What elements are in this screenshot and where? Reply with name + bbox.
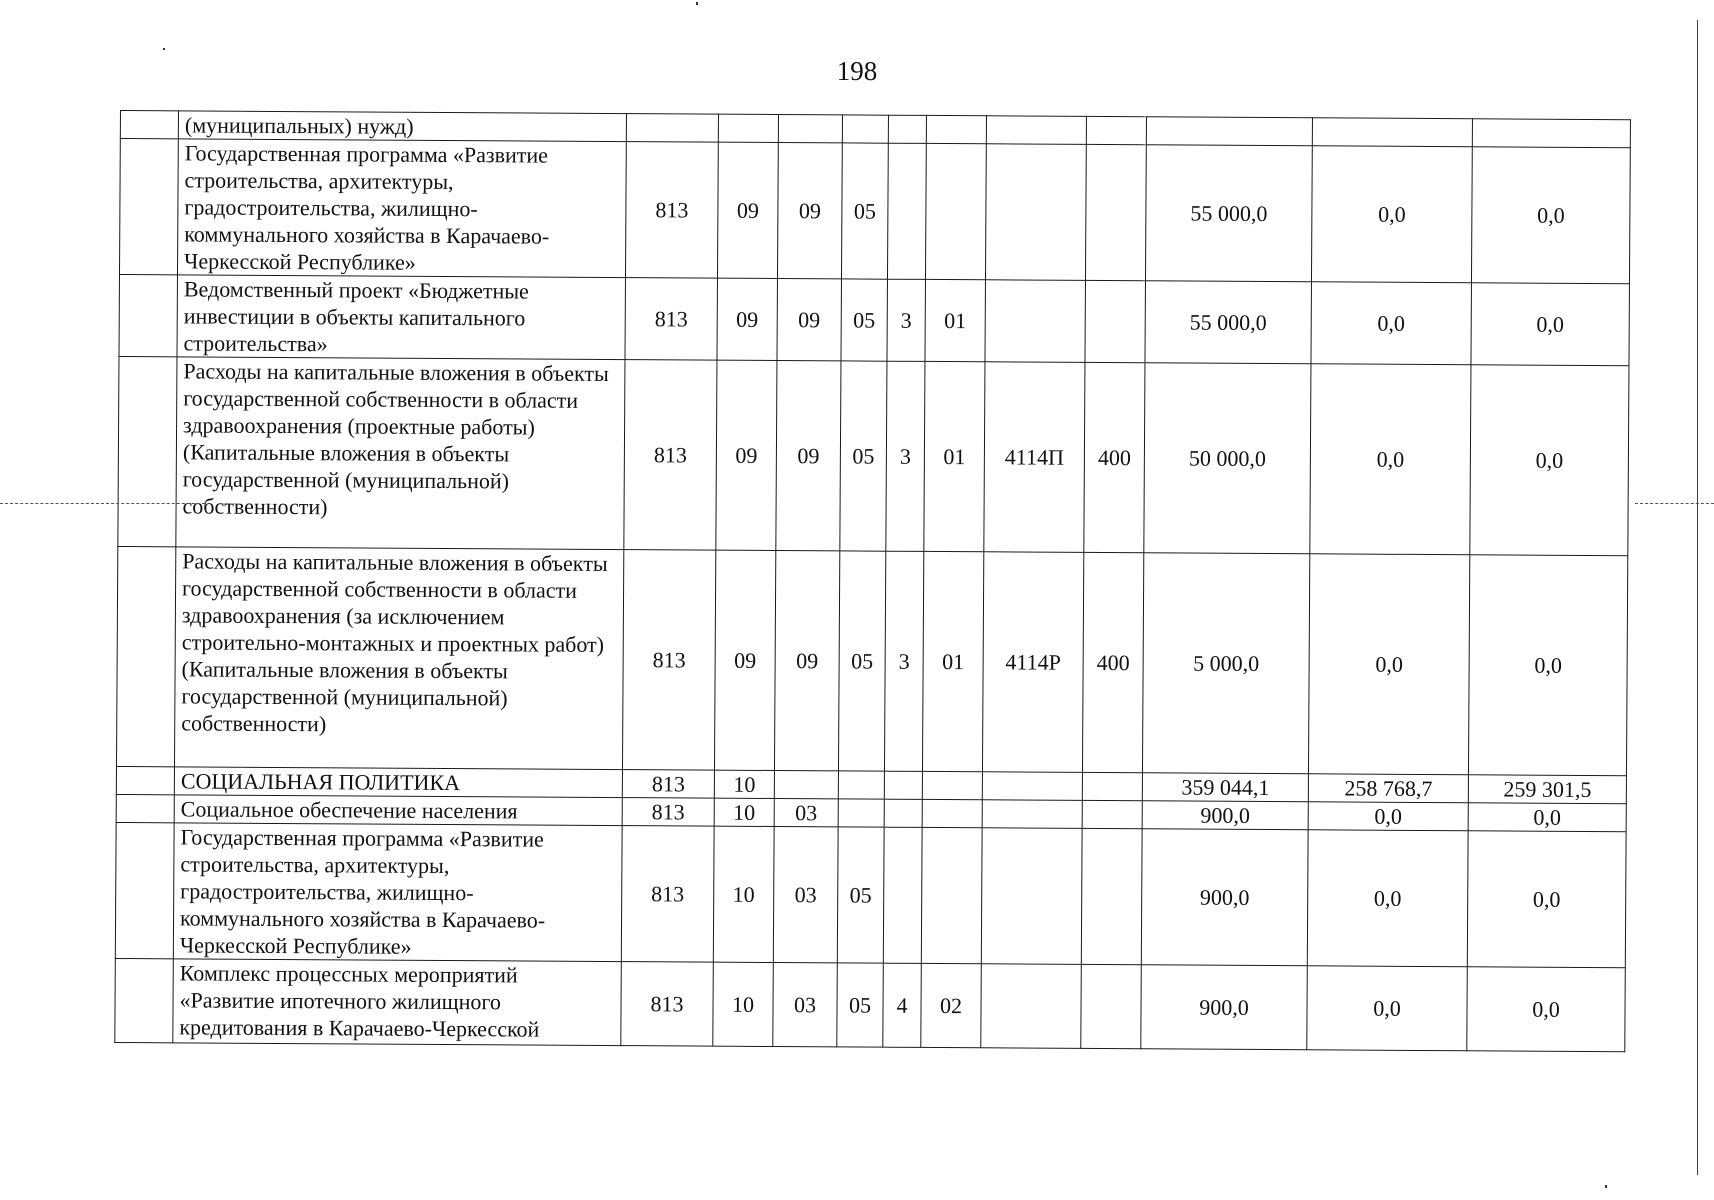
- col-gr: 813: [625, 142, 718, 279]
- col-vr: [1085, 280, 1145, 362]
- col-p2: 3: [884, 551, 923, 771]
- table-row: [118, 356, 1629, 555]
- col-sum-1: 50 000,0: [1144, 363, 1311, 554]
- row-name: Государственная программа «Развитие строительства, архитектуры, градостроительства, жилищно-коммунального хозяйства в Карачаево-Черкесской Республике»: [177, 139, 626, 278]
- row-index-cell: [115, 958, 174, 1042]
- col-p3: 01: [922, 551, 983, 771]
- row-name: Ведомственный проект «Бюджетные инвестиции в объекты капитального строительства»: [177, 275, 625, 360]
- col-rz: 09: [717, 142, 778, 278]
- row-index-cell: [116, 546, 175, 766]
- col-rz: 09: [716, 360, 777, 550]
- col-p1: [838, 771, 884, 799]
- row-name: Комплекс процессных мероприятий «Развитие ипотечного жилищного кредитования в Карачаево-Черкесской: [173, 959, 622, 1046]
- col-p4: 4114Р: [982, 552, 1083, 773]
- row-name: Расходы на капитальные вложения в объекты государственной собственности в области здравоохранения (за исключением строительно-монтажных и проектных работ) (Капитальные вложения в объекты государственной (муниципальной) собственности): [174, 547, 623, 770]
- col-sum-1: 55 000,0: [1145, 281, 1311, 364]
- col-gr: 813: [625, 278, 717, 361]
- col-rz: 10: [713, 826, 774, 962]
- col-sum-2: 0,0: [1308, 802, 1468, 831]
- row-name: (муниципальных) нужд): [178, 111, 626, 142]
- col-p1: 05: [841, 279, 888, 361]
- col-rz: 09: [717, 278, 777, 360]
- col-gr: 813: [621, 962, 714, 1047]
- col-rz: [718, 114, 778, 142]
- scan-fold-line-left: [0, 503, 205, 504]
- col-p4: [982, 800, 1082, 829]
- col-gr: 813: [622, 550, 715, 771]
- col-vr: [1085, 144, 1146, 280]
- row-name: Расходы на капитальные вложения в объекты государственной собственности в области здравоохранения (проектные работы) (Капитальные вложения в объекты государственной (муниципальной) собственности): [176, 357, 625, 550]
- col-pr: [774, 771, 838, 799]
- row-index-cell: [120, 111, 178, 139]
- col-sum-3: 0,0: [1471, 147, 1630, 284]
- scan-fold-line-right: [1635, 503, 1714, 504]
- col-sum-3: 0,0: [1467, 831, 1626, 968]
- page-number: 198: [836, 56, 878, 86]
- row-name: СОЦИАЛЬНАЯ ПОЛИТИКА: [174, 767, 622, 798]
- col-p3: [926, 115, 986, 143]
- col-p4: 4114П: [984, 362, 1085, 553]
- col-p4: [985, 144, 1086, 281]
- col-sum-2: 0,0: [1310, 364, 1471, 555]
- col-rz: 10: [714, 798, 774, 826]
- col-p2: 3: [886, 361, 925, 551]
- col-p3: [922, 771, 982, 799]
- table-row: [115, 822, 1626, 967]
- col-p1: [838, 799, 884, 827]
- col-p4: [982, 772, 1082, 801]
- scan-speck: [696, 2, 698, 5]
- col-p2: 4: [883, 963, 922, 1047]
- col-sum-3: [1472, 119, 1630, 148]
- col-sum-2: 0,0: [1308, 554, 1469, 775]
- col-vr: [1081, 828, 1142, 964]
- col-pr: 09: [777, 143, 842, 279]
- row-index-cell: [115, 822, 174, 958]
- col-sum-1: 55 000,0: [1145, 145, 1312, 282]
- col-pr: 03: [773, 827, 838, 963]
- col-p2: [883, 827, 922, 963]
- row-index-cell: [119, 275, 177, 357]
- col-sum-2: [1312, 118, 1472, 147]
- col-pr: 09: [777, 279, 841, 361]
- budget-table: [114, 110, 1631, 1052]
- col-p1: [842, 115, 888, 143]
- col-sum-3: 0,0: [1467, 967, 1626, 1052]
- col-rz: 09: [714, 550, 775, 770]
- col-rz: 10: [713, 962, 774, 1046]
- col-p2: 3: [887, 279, 926, 361]
- col-sum-1: [1146, 117, 1312, 146]
- col-sum-1: 900,0: [1141, 829, 1308, 966]
- col-p1: 05: [837, 963, 884, 1047]
- col-p2: [884, 771, 922, 799]
- col-p3: [921, 827, 982, 963]
- col-sum-2: 0,0: [1307, 966, 1468, 1051]
- col-pr: 03: [774, 799, 838, 827]
- col-rz: 10: [714, 770, 774, 798]
- scan-speck: [1605, 1185, 1607, 1188]
- col-p4: [981, 964, 1082, 1049]
- col-sum-3: 0,0: [1468, 803, 1626, 832]
- col-sum-2: 258 768,7: [1308, 774, 1468, 803]
- col-sum-1: 359 044,1: [1142, 773, 1308, 802]
- col-p4: [985, 280, 1085, 363]
- table-row: [119, 275, 1629, 366]
- col-sum-1: 900,0: [1141, 965, 1308, 1050]
- col-sum-3: 259 301,5: [1468, 775, 1626, 804]
- col-sum-1: 900,0: [1142, 801, 1308, 830]
- row-index-cell: [116, 794, 174, 822]
- col-sum-2: 0,0: [1307, 830, 1468, 967]
- col-sum-1: 5 000,0: [1142, 553, 1309, 774]
- col-p1: 05: [840, 361, 887, 551]
- row-index-cell: [118, 356, 177, 546]
- col-vr: [1081, 964, 1142, 1048]
- scan-speck: [163, 48, 165, 50]
- col-vr: [1082, 800, 1142, 828]
- col-p1: 05: [841, 143, 888, 279]
- col-sum-2: 0,0: [1311, 146, 1472, 283]
- col-sum-3: 0,0: [1471, 283, 1629, 366]
- col-pr: [778, 115, 842, 143]
- col-gr: 813: [622, 770, 714, 799]
- row-index-cell: [116, 766, 174, 794]
- col-p3: 01: [924, 361, 985, 551]
- table-row: [116, 546, 1627, 775]
- row-name: Социальное обеспечение населения: [174, 795, 622, 826]
- col-gr: 813: [622, 798, 714, 827]
- col-p1: 05: [838, 551, 885, 771]
- col-vr: [1086, 116, 1146, 144]
- col-vr: [1082, 772, 1142, 800]
- col-pr: 03: [773, 963, 838, 1047]
- col-p4: [986, 116, 1086, 145]
- col-p1: 05: [837, 827, 884, 963]
- col-p3: 02: [921, 963, 982, 1047]
- col-p2: [888, 115, 926, 143]
- col-gr: 813: [624, 360, 717, 551]
- col-p3: [922, 799, 982, 827]
- col-sum-3: 0,0: [1468, 555, 1627, 776]
- scan-edge-line: [1697, 20, 1698, 1175]
- col-pr: 09: [774, 551, 839, 771]
- col-vr: 400: [1082, 552, 1143, 772]
- col-p3: [925, 143, 986, 279]
- col-sum-2: 0,0: [1311, 282, 1471, 365]
- row-name: Государственная программа «Развитие строительства, архитектуры, градостроительства, жилищно-коммунального хозяйства в Карачаево-Черкесской Республике»: [173, 823, 622, 962]
- table-row: [119, 139, 1630, 284]
- col-gr: 813: [621, 826, 714, 963]
- col-p2: [887, 143, 926, 279]
- row-index-cell: [119, 139, 178, 275]
- col-sum-3: 0,0: [1470, 365, 1629, 556]
- col-vr: 400: [1084, 362, 1145, 552]
- col-p4: [981, 828, 1082, 965]
- table-row: [115, 958, 1625, 1051]
- col-p2: [884, 799, 922, 827]
- col-pr: 09: [776, 361, 841, 551]
- col-p3: 01: [925, 279, 985, 361]
- col-gr: [626, 114, 718, 143]
